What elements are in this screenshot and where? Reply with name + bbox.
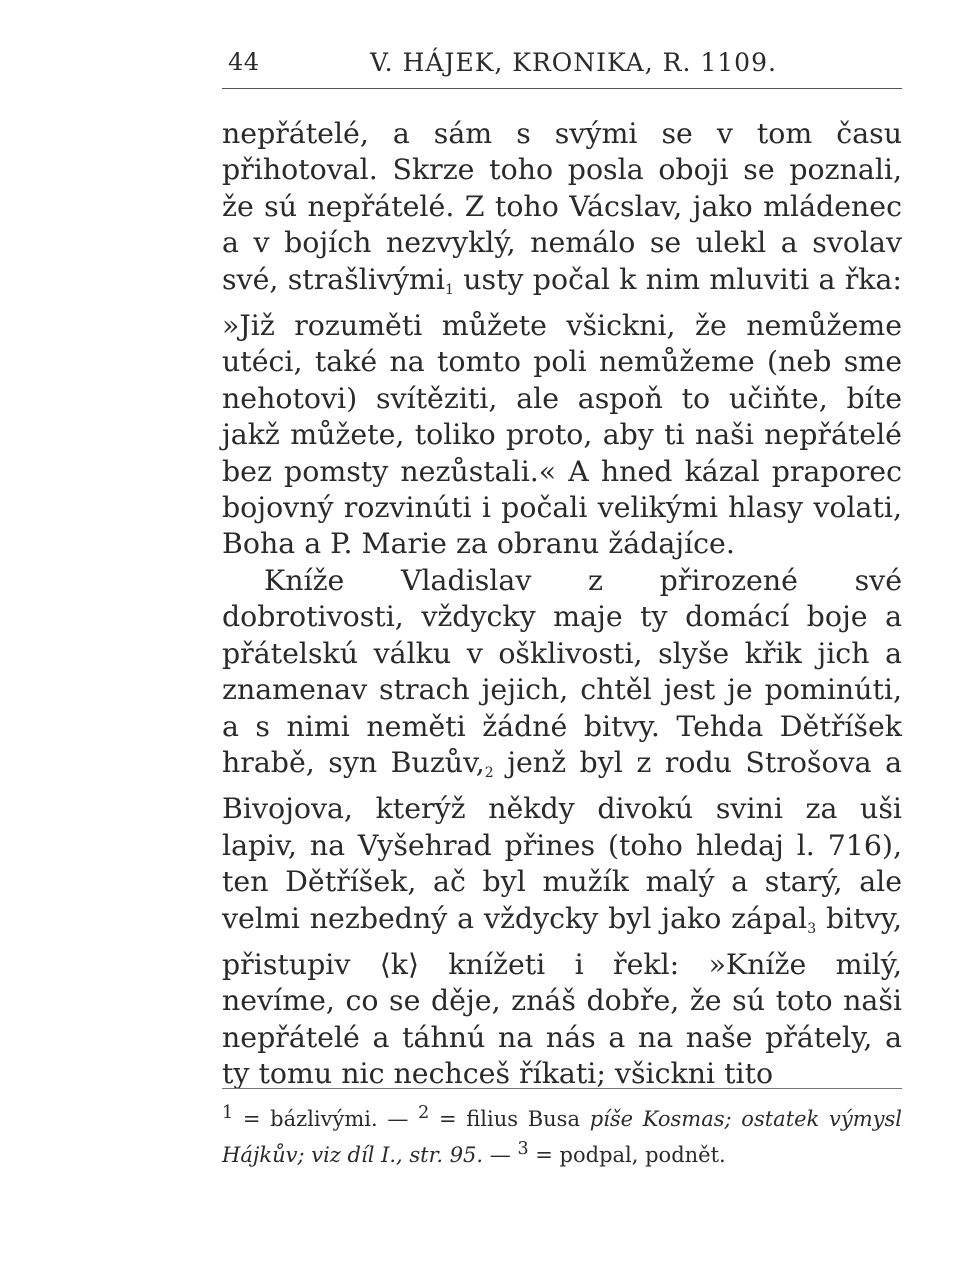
paragraph-2	[222, 563, 902, 1093]
footnote-2-text-b: —	[483, 1143, 518, 1167]
paragraph-2-text-a: Kníže Vladislav z přirozené své dobrotivosti, vždycky maje ty domácí boje a přátelskú válku v ošklivosti, slyše křik jich a znamenav strach jejich, chtěl jest je pominúti, a s nimi neměti žádné bitvy. Tehda Dětříšek hrabě, syn Buzův,	[222, 563, 902, 779]
header-rule	[222, 88, 902, 89]
footnote-rule	[222, 1088, 902, 1089]
footnote-marker-1: 1	[222, 1103, 234, 1123]
paragraph-1-text-b: usty počal k nim mluviti a řka: »Již rozuměti můžete všickni, že nemůžeme utéci, také na tomto poli nemůžeme (neb sme nehotovi) svítěziti, ale aspoň to učiňte, bíte jakž můžete, toliko proto, aby ti naši nepřátelé bez pomsty nezůstali.« A hned kázal praporec bojovný rozvinúti i počali velikými hlasy volati, Boha a P. Marie za obranu žádajíce.	[222, 262, 902, 561]
paragraph-2-text-c: bitvy, přistupiv ⟨k⟩ knížeti i řekl: »Kníže milý, nevíme, co se děje, znáš dobře, že sú toto naši nepřátelé a táhnú na nás a na naše přátely, a ty tomu nic nechceš říkati; všickni tito	[222, 901, 902, 1091]
paragraph-1-text-a: nepřátelé, a sám s svými se v tom času přihotoval. Skrze toho posla oboji se poznali, že sú nepřátelé. Z toho Vácslav, jako mládenec a v bojích nezvyklý, nemálo se ulekl a svolav své, strašlivými	[222, 117, 902, 296]
main-text	[222, 116, 902, 1093]
footnote-ref-2: 2	[484, 764, 494, 781]
running-title: V. HÁJEK, KRONIKA, R. 1109.	[370, 48, 777, 77]
footnote-ref-1: 1	[445, 281, 454, 298]
footnote-marker-3: 3	[517, 1139, 529, 1159]
footnote-marker-2: 2	[418, 1103, 430, 1123]
paragraph-2-text-b: jenž byl z rodu Strošova a Bivojova, kterýž někdy divokú svini za uši lapiv, na Vyšehrad přines (toho hledaj l. 716), ten Dětříšek, ač byl mužík malý a starý, ale velmi nezbedný a vždycky byl jako zápal	[222, 745, 902, 935]
footnote-ref-3: 3	[807, 920, 817, 937]
footnote-2-italic: píše Kosmas; ostatek výmysl Hájkův; viz díl I., str. 95.	[222, 1107, 902, 1167]
footnotes	[222, 1098, 902, 1170]
footnote-1-text: = bázlivými. —	[233, 1107, 419, 1131]
paragraph-1	[222, 116, 902, 563]
page-number: 44	[228, 48, 260, 76]
footnote-3-text: = podpal, podnět.	[528, 1143, 726, 1167]
page-header	[222, 38, 902, 82]
footnote-2-text-a: = filius Busa	[429, 1107, 590, 1131]
